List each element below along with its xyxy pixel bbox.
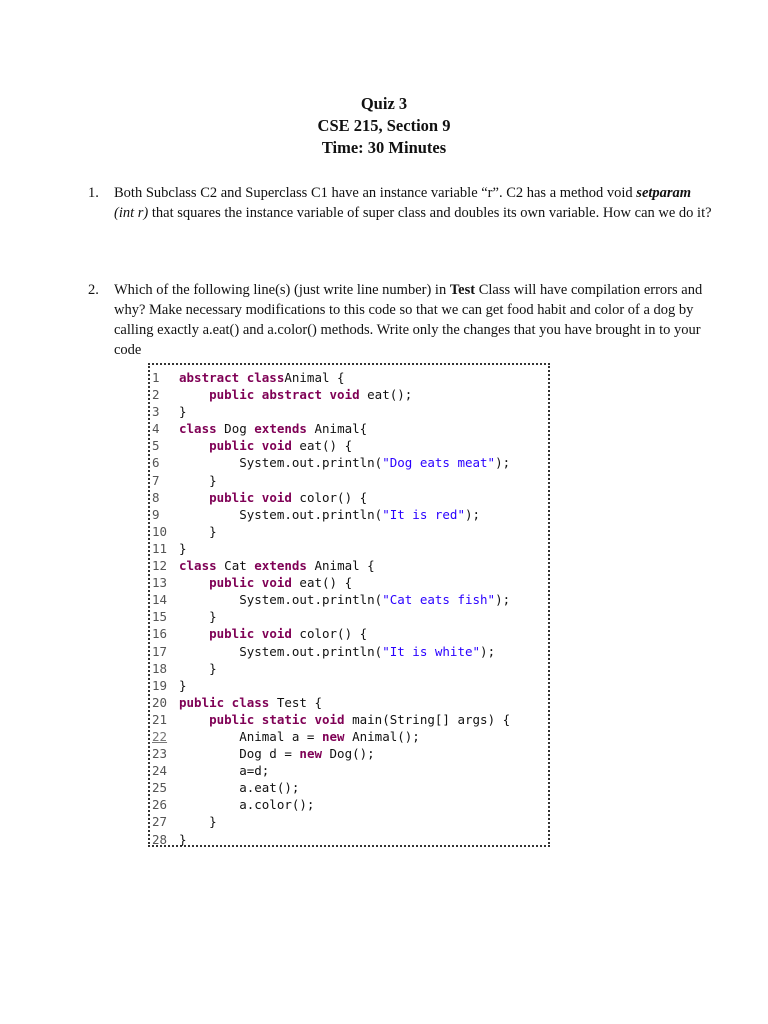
line-number: 25 — [152, 780, 168, 796]
code-plain — [179, 387, 209, 402]
code-text — [179, 591, 510, 608]
code-keyword: public abstract void — [209, 387, 360, 403]
test-class-name: Test — [449, 282, 476, 298]
code-string: "It is red" — [382, 506, 465, 522]
code-string: "Dog eats meat" — [382, 455, 496, 471]
code-plain: } — [179, 677, 187, 693]
line-number: 18 — [152, 660, 168, 676]
code-text — [179, 454, 510, 471]
code-text — [179, 420, 367, 437]
quiz-header — [0, 93, 768, 159]
code-text — [179, 660, 217, 677]
line-number: 28 — [152, 831, 168, 847]
code-text — [179, 386, 412, 403]
code-plain: main(String[] args) { — [344, 711, 511, 727]
code-text — [179, 762, 269, 779]
line-number: 20 — [152, 694, 168, 710]
code-keyword: abstract class — [179, 370, 285, 385]
code-text — [179, 472, 217, 489]
code-plain: Animal a = — [179, 728, 322, 744]
code-text — [179, 608, 217, 625]
code-plain — [179, 490, 209, 505]
code-text — [179, 625, 367, 642]
code-plain: eat() { — [291, 438, 353, 454]
question-1-number: 1. — [88, 185, 99, 201]
code-text — [179, 540, 187, 557]
code-plain: System.out.println( — [179, 506, 383, 522]
code-plain: Dog — [216, 421, 255, 437]
code-plain: Dog d = — [179, 746, 300, 762]
code-keyword: public void — [209, 626, 292, 642]
question-1-text — [114, 183, 718, 223]
code-text — [179, 796, 314, 813]
code-plain: eat(); — [359, 387, 413, 403]
code-keyword: public void — [209, 575, 292, 591]
code-plain: ); — [480, 643, 496, 659]
course-section: CSE 215, Section 9 — [317, 116, 451, 135]
code-plain — [179, 626, 209, 641]
code-text — [179, 574, 352, 591]
code-plain: Animal { — [284, 370, 345, 385]
code-keyword: public static void — [209, 711, 345, 727]
code-plain: color() { — [291, 489, 368, 505]
code-text — [179, 711, 510, 728]
code-text — [179, 694, 322, 711]
question-1-text-part2: that squares the instance variable of super class and doubles its own variable. How can we do it? — [148, 205, 712, 221]
code-text — [179, 369, 345, 386]
line-number: 4 — [152, 421, 160, 437]
code-plain: Animal { — [306, 558, 375, 574]
line-number: 3 — [152, 404, 160, 420]
question-1-text-part1: Both Subclass C2 and Superclass C1 have an instance variable “r”. C2 has a method void — [114, 185, 637, 201]
code-plain — [179, 712, 209, 727]
line-number: 24 — [152, 763, 168, 779]
line-number: 8 — [152, 489, 160, 505]
code-keyword: new — [299, 746, 322, 762]
line-number: 7 — [152, 472, 160, 488]
code-text — [179, 779, 299, 796]
code-plain: ); — [495, 455, 511, 471]
line-number: 6 — [152, 455, 160, 471]
line-number: 16 — [152, 626, 168, 642]
line-number: 12 — [152, 558, 168, 574]
quiz-title: Quiz 3 — [360, 94, 408, 113]
code-plain — [179, 438, 209, 453]
code-text — [179, 643, 495, 660]
code-plain: System.out.println( — [179, 592, 383, 608]
code-text — [179, 677, 187, 694]
code-text — [179, 557, 375, 574]
code-plain: Cat — [216, 558, 255, 574]
code-text — [179, 728, 420, 745]
code-text — [179, 813, 217, 830]
code-keyword: public void — [209, 438, 292, 454]
code-listing — [148, 363, 550, 847]
question-2-text-part2: Class will have compilation errors and why? Make necessary modifications to this code so that we can get food habit and color of a dog by calling exactly a.eat() and a.color() methods. Write only the changes that you have brought in to your code — [114, 282, 703, 358]
question-2-text — [114, 280, 718, 360]
code-plain: color() { — [291, 626, 368, 642]
code-keyword: public class — [179, 694, 270, 710]
time-limit: Time: 30 Minutes — [321, 138, 447, 157]
line-number: 9 — [152, 506, 160, 522]
code-plain: System.out.println( — [179, 455, 383, 471]
code-plain: } — [179, 814, 217, 830]
code-plain: a.color(); — [179, 797, 315, 813]
line-number: 14 — [152, 592, 168, 608]
line-number: 10 — [152, 523, 168, 539]
line-number: 2 — [152, 387, 160, 403]
code-plain: Animal(); — [344, 728, 420, 744]
code-plain: ); — [495, 592, 511, 608]
code-plain: a.eat(); — [179, 780, 300, 796]
code-plain: Animal{ — [306, 421, 368, 437]
code-keyword: new — [322, 728, 345, 744]
code-plain: } — [179, 472, 217, 488]
line-number: 23 — [152, 746, 168, 762]
method-param: (int r) — [114, 205, 149, 221]
question-2-text-part1: Which of the following line(s) (just write line number) in — [114, 282, 450, 298]
method-name: setparam — [636, 185, 692, 201]
code-plain: ); — [465, 506, 481, 522]
line-number: 22 — [152, 728, 168, 744]
code-text — [179, 506, 480, 523]
line-number: 26 — [152, 797, 168, 813]
code-plain: } — [179, 404, 187, 420]
line-number: 17 — [152, 643, 168, 659]
code-plain: } — [179, 660, 217, 676]
code-plain: } — [179, 540, 187, 556]
line-number: 1 — [152, 370, 160, 385]
code-text — [179, 831, 187, 848]
code-plain: a=d; — [179, 763, 270, 779]
code-keyword: extends — [254, 421, 307, 437]
line-number: 15 — [152, 609, 168, 625]
code-plain: } — [179, 609, 217, 625]
question-2-number: 2. — [88, 282, 99, 298]
code-plain — [179, 575, 209, 590]
code-plain: Dog(); — [322, 746, 375, 762]
code-plain: System.out.println( — [179, 643, 383, 659]
line-number: 13 — [152, 575, 168, 591]
line-number: 21 — [152, 711, 168, 727]
line-number: 5 — [152, 438, 160, 454]
code-keyword: class — [179, 421, 217, 437]
code-keyword: public void — [209, 489, 292, 505]
code-plain: Test { — [269, 694, 322, 710]
code-text — [179, 523, 217, 540]
code-keyword: class — [179, 558, 217, 574]
code-plain: eat() { — [291, 575, 353, 591]
code-plain: } — [179, 523, 217, 539]
code-string: "Cat eats fish" — [382, 592, 496, 608]
line-number: 27 — [152, 814, 168, 830]
code-text — [179, 745, 375, 762]
code-string: "It is white" — [382, 643, 481, 659]
code-text — [179, 403, 187, 420]
code-keyword: extends — [254, 558, 307, 574]
line-number: 11 — [152, 540, 168, 556]
code-text — [179, 437, 352, 454]
code-text — [179, 489, 367, 506]
line-number: 19 — [152, 677, 168, 693]
code-plain: } — [179, 831, 187, 847]
